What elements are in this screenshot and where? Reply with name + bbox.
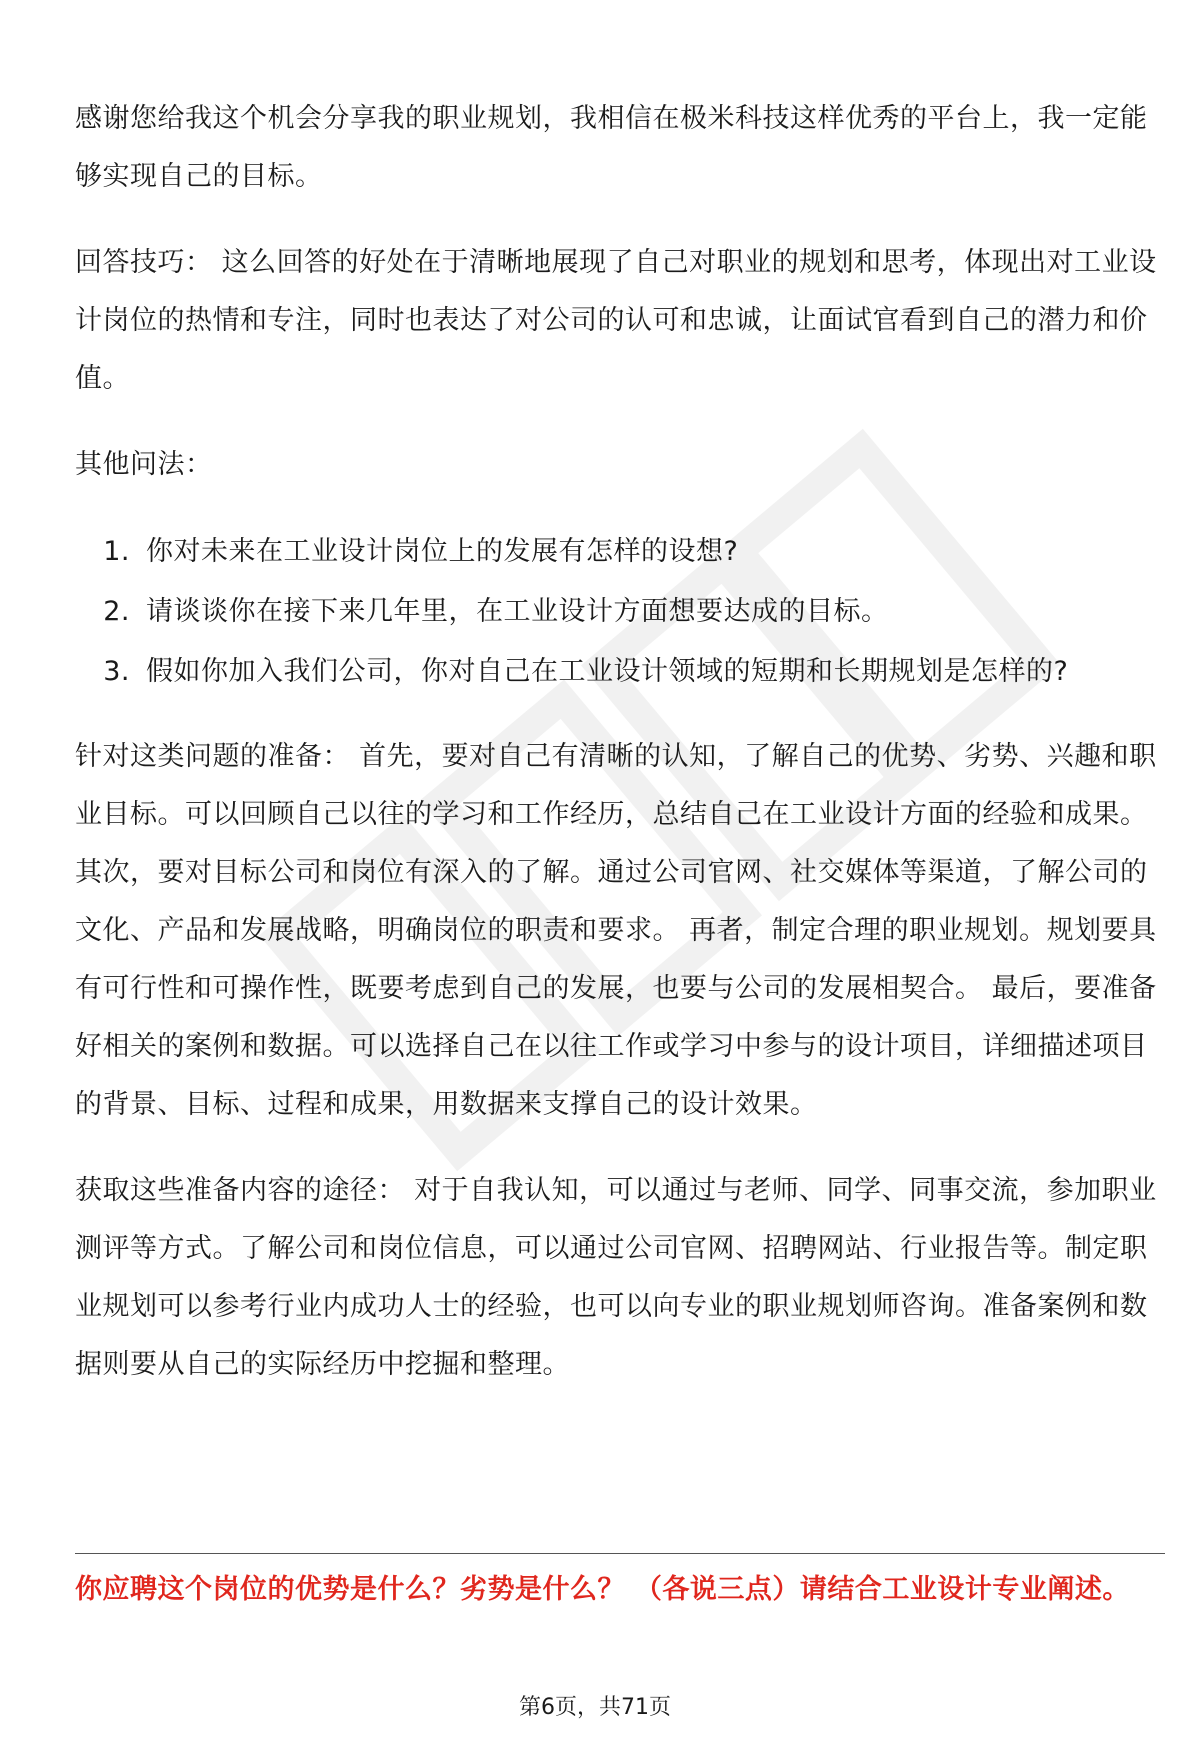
next-question-heading: 你应聘这个岗位的优势是什么？劣势是什么？ （各说三点）请结合工业设计专业阐述。: [75, 1574, 1130, 1605]
list-item: [75, 642, 1165, 702]
list-item-text: 请谈谈你在接下来几年里，在工业设计方面想要达成的目标。: [146, 596, 889, 627]
sources-paragraph: 获取这些准备内容的途径： 对于自我认知，可以通过与老师、同学、同事交流，参加职业测评等方式。了解公司和岗位信息，可以通过公司官网、招聘网站、行业报告等。制定职业规划可以参考行业内成功人士的经验，也可以向专业的职业规划师咨询。准备案例和数据则要从自己的实际经历中挖掘和整理。: [75, 1175, 1157, 1380]
list-item-number: 3.: [103, 656, 130, 687]
other-questions-heading: 其他问法：: [75, 449, 213, 480]
preparation-paragraph: 针对这类问题的准备： 首先，要对自己有清晰的认知，了解自己的优势、劣势、兴趣和职业目标。可以回顾自己以往的学习和工作经历，总结自己在工业设计方面的经验和成果。 其次，要对目标公司和岗位有深入的了解。通过公司官网、社交媒体等渠道，了解公司的文化、产品和发展战略，明确岗位的职责和要求。 再者，制定合理的职业规划。规划要具有可行性和可操作性，既要考虑到自己的发展，也要与公司的发展相契合。 最后，要准备好相关的案例和数据。可以选择自己在以往工作或学习中参与的设计项目，详细描述项目的背景、目标、过程和成果，用数据来支撑自己的设计效果。: [75, 741, 1157, 1120]
list-item-text: 你对未来在工业设计岗位上的发展有怎样的设想?: [146, 536, 739, 567]
alternate-questions-list: [75, 522, 1165, 702]
answer-tips-paragraph: 回答技巧： 这么回答的好处在于清晰地展现了自己对职业的规划和思考，体现出对工业设计岗位的热情和专注，同时也表达了对公司的认可和忠诚，让面试官看到自己的潜力和价值。: [75, 247, 1157, 394]
document-body: [75, 90, 1165, 1422]
closing-statement-paragraph: 感谢您给我这个机会分享我的职业规划，我相信在极米科技这样优秀的平台上，我一定能够实现自己的目标。: [75, 103, 1148, 192]
section-divider: [75, 1553, 1165, 1554]
list-item: [75, 522, 1165, 582]
list-item: [75, 582, 1165, 642]
list-item-number: 1.: [103, 536, 130, 567]
page-number-footer: 第6页，共71页: [519, 1695, 671, 1720]
list-item-number: 2.: [103, 596, 130, 627]
list-item-text: 假如你加入我们公司，你对自己在工业设计领域的短期和长期规划是怎样的?: [146, 656, 1069, 687]
